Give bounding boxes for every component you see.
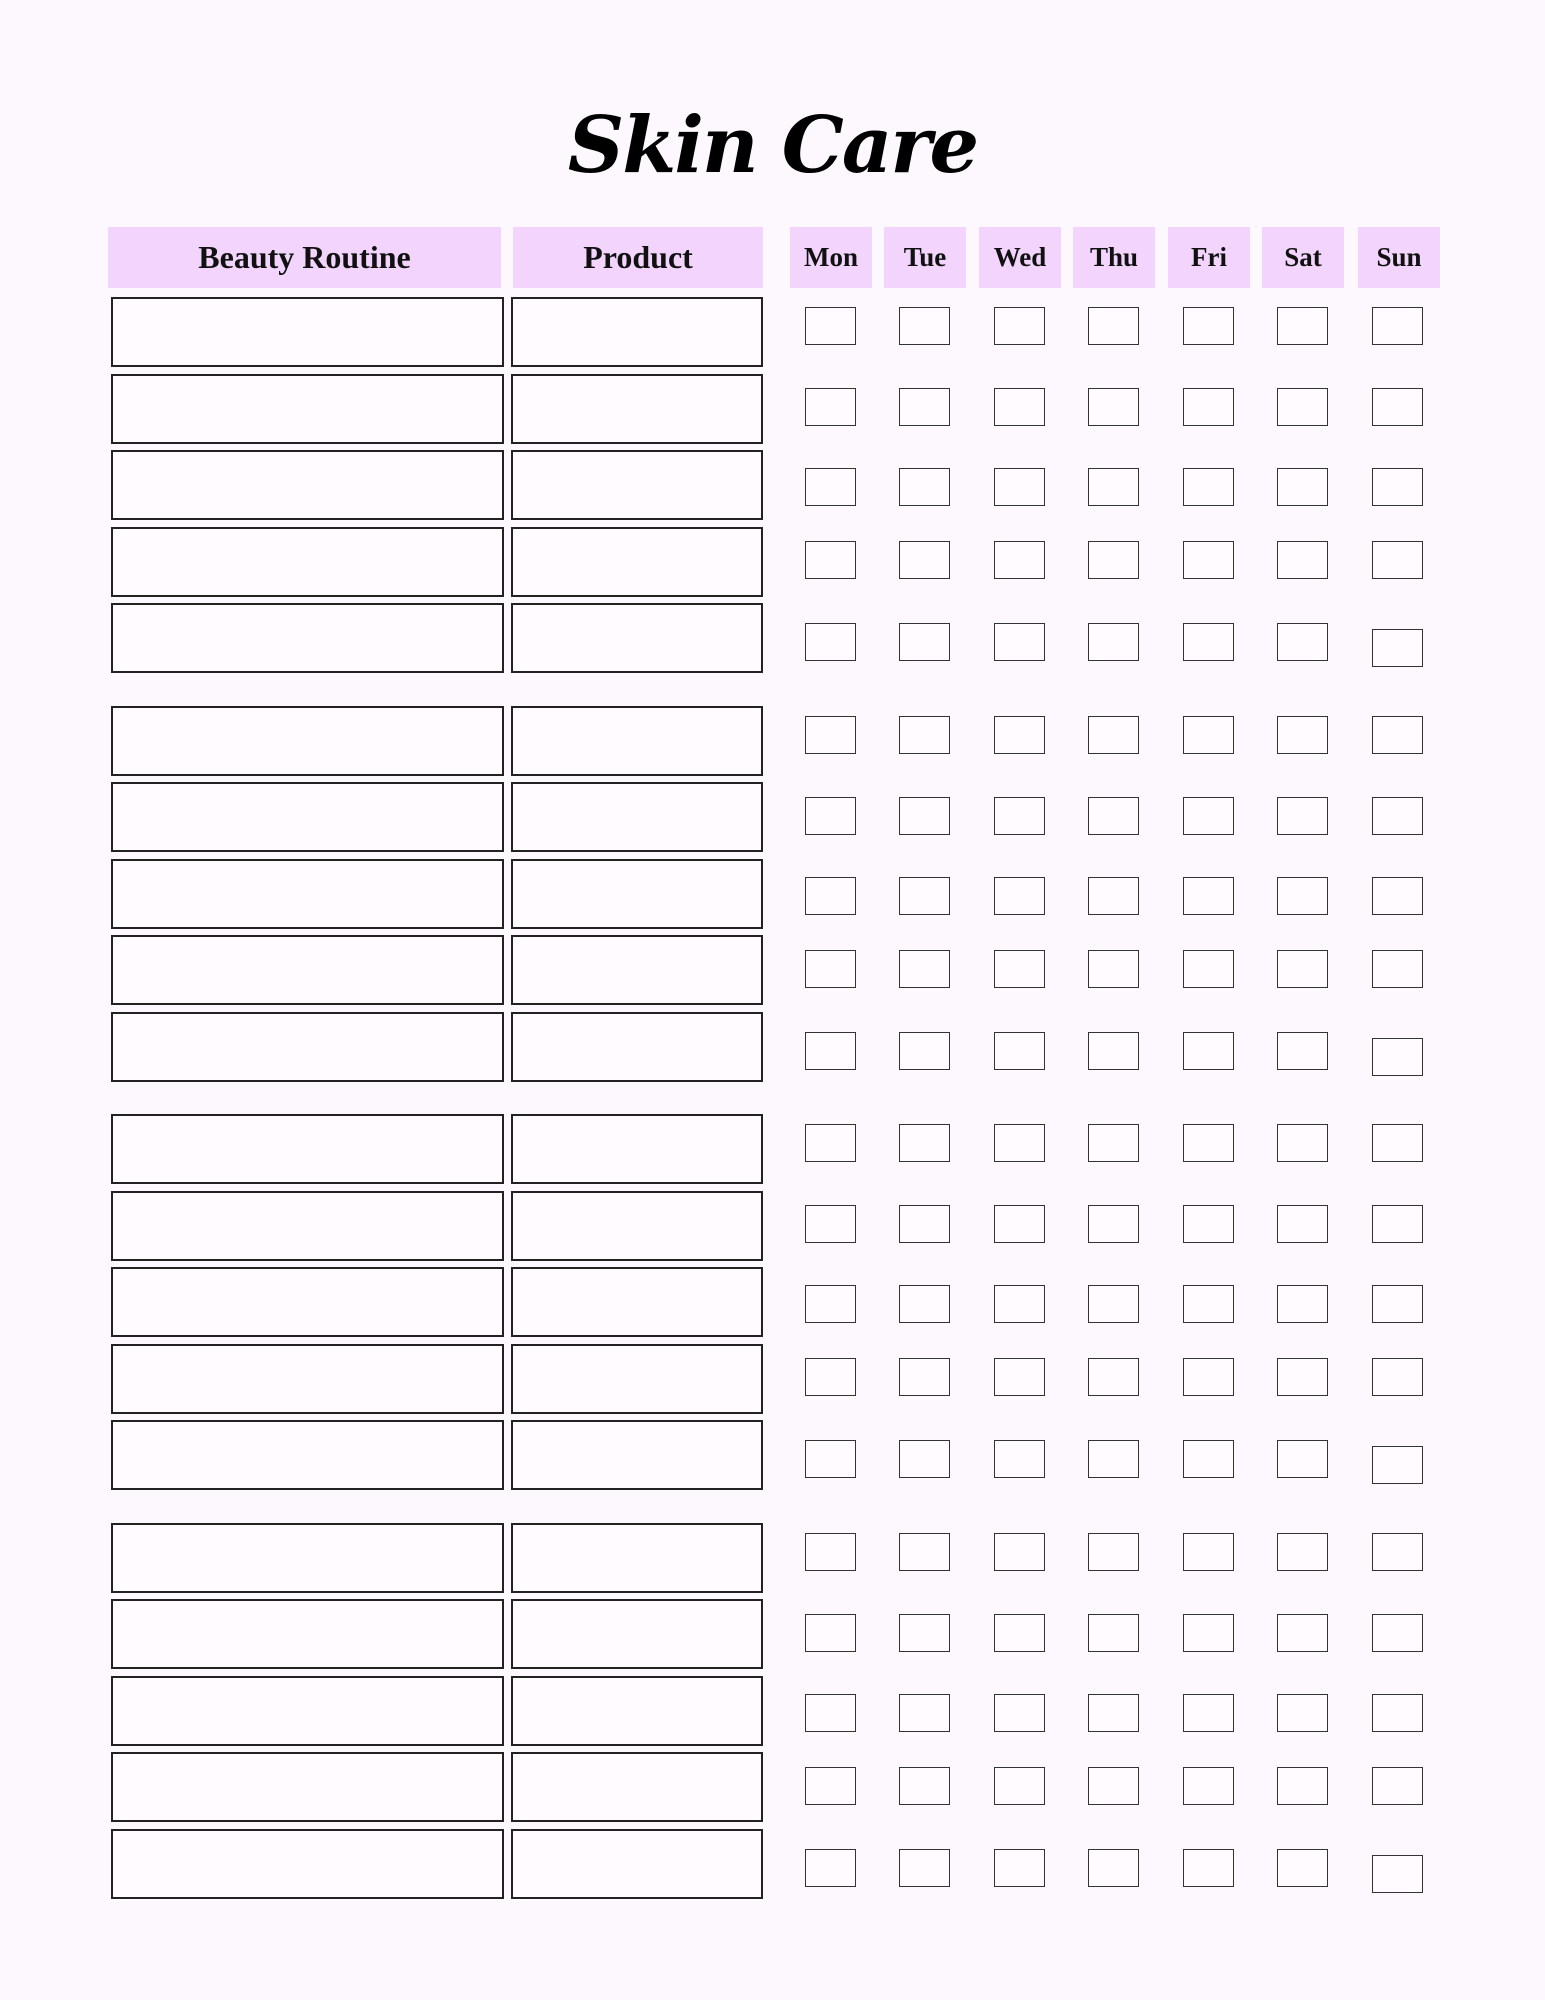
checkbox-sun[interactable] [1372, 468, 1423, 506]
header-day-thu: Thu [1073, 227, 1155, 288]
checkbox-wed[interactable] [994, 1124, 1045, 1162]
checkbox-mon[interactable] [805, 1205, 856, 1243]
routine-input[interactable] [111, 1012, 504, 1082]
header-day-sat: Sat [1262, 227, 1344, 288]
checkbox-tue[interactable] [899, 1614, 950, 1652]
routine-input[interactable] [111, 1191, 504, 1261]
routine-input[interactable] [111, 1829, 504, 1899]
checkbox-sat[interactable] [1277, 541, 1328, 579]
checkbox-wed[interactable] [994, 1533, 1045, 1571]
checkbox-wed[interactable] [994, 541, 1045, 579]
checkbox-thu[interactable] [1088, 541, 1139, 579]
checkbox-tue[interactable] [899, 877, 950, 915]
checkbox-thu[interactable] [1088, 1694, 1139, 1732]
checkbox-sat[interactable] [1277, 1358, 1328, 1396]
checkbox-mon[interactable] [805, 716, 856, 754]
routine-input[interactable] [111, 1114, 504, 1184]
checkbox-wed[interactable] [994, 1849, 1045, 1887]
checkbox-mon[interactable] [805, 1849, 856, 1887]
checkbox-fri[interactable] [1183, 468, 1234, 506]
checkbox-sat[interactable] [1277, 1032, 1328, 1070]
checkbox-fri[interactable] [1183, 307, 1234, 345]
checkbox-wed[interactable] [994, 716, 1045, 754]
checkbox-fri[interactable] [1183, 1440, 1234, 1478]
checkbox-thu[interactable] [1088, 716, 1139, 754]
header-day-mon: Mon [790, 227, 872, 288]
checkbox-fri[interactable] [1183, 623, 1234, 661]
checkbox-sat[interactable] [1277, 950, 1328, 988]
checkbox-thu[interactable] [1088, 797, 1139, 835]
checkbox-sat[interactable] [1277, 468, 1328, 506]
checkbox-fri[interactable] [1183, 1767, 1234, 1805]
checkbox-sun[interactable] [1372, 797, 1423, 835]
checkbox-sat[interactable] [1277, 388, 1328, 426]
checkbox-mon[interactable] [805, 1694, 856, 1732]
checkbox-tue[interactable] [899, 797, 950, 835]
product-input[interactable] [511, 1012, 763, 1082]
checkbox-mon[interactable] [805, 1358, 856, 1396]
checkbox-mon[interactable] [805, 468, 856, 506]
checkbox-tue[interactable] [899, 1032, 950, 1070]
checkbox-sun[interactable] [1372, 541, 1423, 579]
checkbox-sun[interactable] [1372, 1205, 1423, 1243]
product-input[interactable] [511, 450, 763, 520]
product-input[interactable] [511, 1267, 763, 1337]
checkbox-tue[interactable] [899, 1358, 950, 1396]
checkbox-fri[interactable] [1183, 541, 1234, 579]
checkbox-fri[interactable] [1183, 1533, 1234, 1571]
checkbox-mon[interactable] [805, 307, 856, 345]
checkbox-thu[interactable] [1088, 877, 1139, 915]
checkbox-tue[interactable] [899, 716, 950, 754]
checkbox-thu[interactable] [1088, 1032, 1139, 1070]
checkbox-fri[interactable] [1183, 877, 1234, 915]
checkbox-wed[interactable] [994, 1767, 1045, 1805]
header-day-sun: Sun [1358, 227, 1440, 288]
checkbox-sat[interactable] [1277, 1849, 1328, 1887]
checkbox-sun[interactable] [1372, 307, 1423, 345]
product-input[interactable] [511, 1752, 763, 1822]
checkbox-wed[interactable] [994, 468, 1045, 506]
routine-input[interactable] [111, 1344, 504, 1414]
checkbox-tue[interactable] [899, 1694, 950, 1732]
checkbox-sun[interactable] [1372, 1285, 1423, 1323]
checkbox-fri[interactable] [1183, 1124, 1234, 1162]
checkbox-wed[interactable] [994, 307, 1045, 345]
checkbox-tue[interactable] [899, 623, 950, 661]
checkbox-sat[interactable] [1277, 1285, 1328, 1323]
checkbox-sun[interactable] [1372, 1446, 1423, 1484]
product-input[interactable] [511, 859, 763, 929]
checkbox-sat[interactable] [1277, 1440, 1328, 1478]
checkbox-sat[interactable] [1277, 1614, 1328, 1652]
product-input[interactable] [511, 935, 763, 1005]
checkbox-thu[interactable] [1088, 1358, 1139, 1396]
checkbox-sun[interactable] [1372, 950, 1423, 988]
checkbox-sun[interactable] [1372, 1767, 1423, 1805]
checkbox-thu[interactable] [1088, 1533, 1139, 1571]
checkbox-wed[interactable] [994, 1032, 1045, 1070]
routine-input[interactable] [111, 603, 504, 673]
routine-input[interactable] [111, 782, 504, 852]
checkbox-sun[interactable] [1372, 629, 1423, 667]
product-input[interactable] [511, 297, 763, 367]
checkbox-tue[interactable] [899, 307, 950, 345]
checkbox-tue[interactable] [899, 950, 950, 988]
routine-input[interactable] [111, 1420, 504, 1490]
checkbox-sat[interactable] [1277, 1694, 1328, 1732]
checkbox-sat[interactable] [1277, 877, 1328, 915]
checkbox-mon[interactable] [805, 1533, 856, 1571]
routine-input[interactable] [111, 1752, 504, 1822]
checkbox-mon[interactable] [805, 623, 856, 661]
checkbox-fri[interactable] [1183, 1358, 1234, 1396]
header-beauty-routine: Beauty Routine [108, 227, 501, 288]
routine-input[interactable] [111, 1267, 504, 1337]
checkbox-sat[interactable] [1277, 716, 1328, 754]
checkbox-tue[interactable] [899, 1205, 950, 1243]
checkbox-thu[interactable] [1088, 1614, 1139, 1652]
checkbox-thu[interactable] [1088, 623, 1139, 661]
checkbox-tue[interactable] [899, 1533, 950, 1571]
product-input[interactable] [511, 1523, 763, 1593]
routine-input[interactable] [111, 450, 504, 520]
checkbox-fri[interactable] [1183, 1032, 1234, 1070]
checkbox-thu[interactable] [1088, 1205, 1139, 1243]
checkbox-mon[interactable] [805, 1440, 856, 1478]
product-input[interactable] [511, 1191, 763, 1261]
checkbox-wed[interactable] [994, 1614, 1045, 1652]
checkbox-sat[interactable] [1277, 797, 1328, 835]
checkbox-sun[interactable] [1372, 1124, 1423, 1162]
checkbox-mon[interactable] [805, 388, 856, 426]
checkbox-sun[interactable] [1372, 1614, 1423, 1652]
checkbox-fri[interactable] [1183, 1614, 1234, 1652]
checkbox-thu[interactable] [1088, 1440, 1139, 1478]
checkbox-sun[interactable] [1372, 877, 1423, 915]
routine-input[interactable] [111, 527, 504, 597]
checkbox-wed[interactable] [994, 388, 1045, 426]
checkbox-mon[interactable] [805, 950, 856, 988]
checkbox-sat[interactable] [1277, 1205, 1328, 1243]
checkbox-thu[interactable] [1088, 468, 1139, 506]
checkbox-wed[interactable] [994, 1440, 1045, 1478]
checkbox-mon[interactable] [805, 1285, 856, 1323]
checkbox-sat[interactable] [1277, 1533, 1328, 1571]
checkbox-tue[interactable] [899, 388, 950, 426]
product-input[interactable] [511, 706, 763, 776]
checkbox-sat[interactable] [1277, 1767, 1328, 1805]
routine-input[interactable] [111, 706, 504, 776]
checkbox-thu[interactable] [1088, 950, 1139, 988]
checkbox-sun[interactable] [1372, 1038, 1423, 1076]
routine-input[interactable] [111, 297, 504, 367]
checkbox-thu[interactable] [1088, 388, 1139, 426]
routine-input[interactable] [111, 374, 504, 444]
header-day-fri: Fri [1168, 227, 1250, 288]
checkbox-wed[interactable] [994, 950, 1045, 988]
checkbox-tue[interactable] [899, 1124, 950, 1162]
checkbox-wed[interactable] [994, 1205, 1045, 1243]
checkbox-mon[interactable] [805, 1032, 856, 1070]
checkbox-tue[interactable] [899, 1849, 950, 1887]
product-input[interactable] [511, 1676, 763, 1746]
product-input[interactable] [511, 1829, 763, 1899]
checkbox-sat[interactable] [1277, 307, 1328, 345]
checkbox-sun[interactable] [1372, 716, 1423, 754]
product-input[interactable] [511, 603, 763, 673]
checkbox-mon[interactable] [805, 1124, 856, 1162]
checkbox-mon[interactable] [805, 1767, 856, 1805]
checkbox-fri[interactable] [1183, 716, 1234, 754]
checkbox-wed[interactable] [994, 623, 1045, 661]
checkbox-mon[interactable] [805, 541, 856, 579]
checkbox-wed[interactable] [994, 1285, 1045, 1323]
checkbox-tue[interactable] [899, 1440, 950, 1478]
product-input[interactable] [511, 782, 763, 852]
checkbox-fri[interactable] [1183, 1205, 1234, 1243]
checkbox-fri[interactable] [1183, 1285, 1234, 1323]
checkbox-sun[interactable] [1372, 1855, 1423, 1893]
checkbox-wed[interactable] [994, 797, 1045, 835]
checkbox-fri[interactable] [1183, 950, 1234, 988]
checkbox-thu[interactable] [1088, 1124, 1139, 1162]
checkbox-wed[interactable] [994, 1358, 1045, 1396]
checkbox-fri[interactable] [1183, 1694, 1234, 1732]
checkbox-fri[interactable] [1183, 1849, 1234, 1887]
header-day-tue: Tue [884, 227, 966, 288]
checkbox-sat[interactable] [1277, 1124, 1328, 1162]
checkbox-sun[interactable] [1372, 1533, 1423, 1571]
checkbox-tue[interactable] [899, 468, 950, 506]
checkbox-tue[interactable] [899, 1767, 950, 1805]
checkbox-fri[interactable] [1183, 388, 1234, 426]
routine-input[interactable] [111, 935, 504, 1005]
checkbox-sun[interactable] [1372, 1694, 1423, 1732]
routine-input[interactable] [111, 1523, 504, 1593]
header-day-wed: Wed [979, 227, 1061, 288]
checkbox-sun[interactable] [1372, 1358, 1423, 1396]
product-input[interactable] [511, 374, 763, 444]
page-title: Skin Care [567, 100, 978, 191]
checkbox-thu[interactable] [1088, 1849, 1139, 1887]
product-input[interactable] [511, 1114, 763, 1184]
checkbox-wed[interactable] [994, 1694, 1045, 1732]
checkbox-wed[interactable] [994, 877, 1045, 915]
routine-input[interactable] [111, 1676, 504, 1746]
product-input[interactable] [511, 1420, 763, 1490]
checkbox-mon[interactable] [805, 1614, 856, 1652]
checkbox-thu[interactable] [1088, 1767, 1139, 1805]
checkbox-tue[interactable] [899, 541, 950, 579]
checkbox-tue[interactable] [899, 1285, 950, 1323]
checkbox-sun[interactable] [1372, 388, 1423, 426]
checkbox-thu[interactable] [1088, 307, 1139, 345]
checkbox-fri[interactable] [1183, 797, 1234, 835]
checkbox-mon[interactable] [805, 797, 856, 835]
checkbox-sat[interactable] [1277, 623, 1328, 661]
routine-input[interactable] [111, 1599, 504, 1669]
routine-input[interactable] [111, 859, 504, 929]
header-product: Product [513, 227, 763, 288]
product-input[interactable] [511, 1599, 763, 1669]
checkbox-mon[interactable] [805, 877, 856, 915]
product-input[interactable] [511, 1344, 763, 1414]
product-input[interactable] [511, 527, 763, 597]
checkbox-thu[interactable] [1088, 1285, 1139, 1323]
